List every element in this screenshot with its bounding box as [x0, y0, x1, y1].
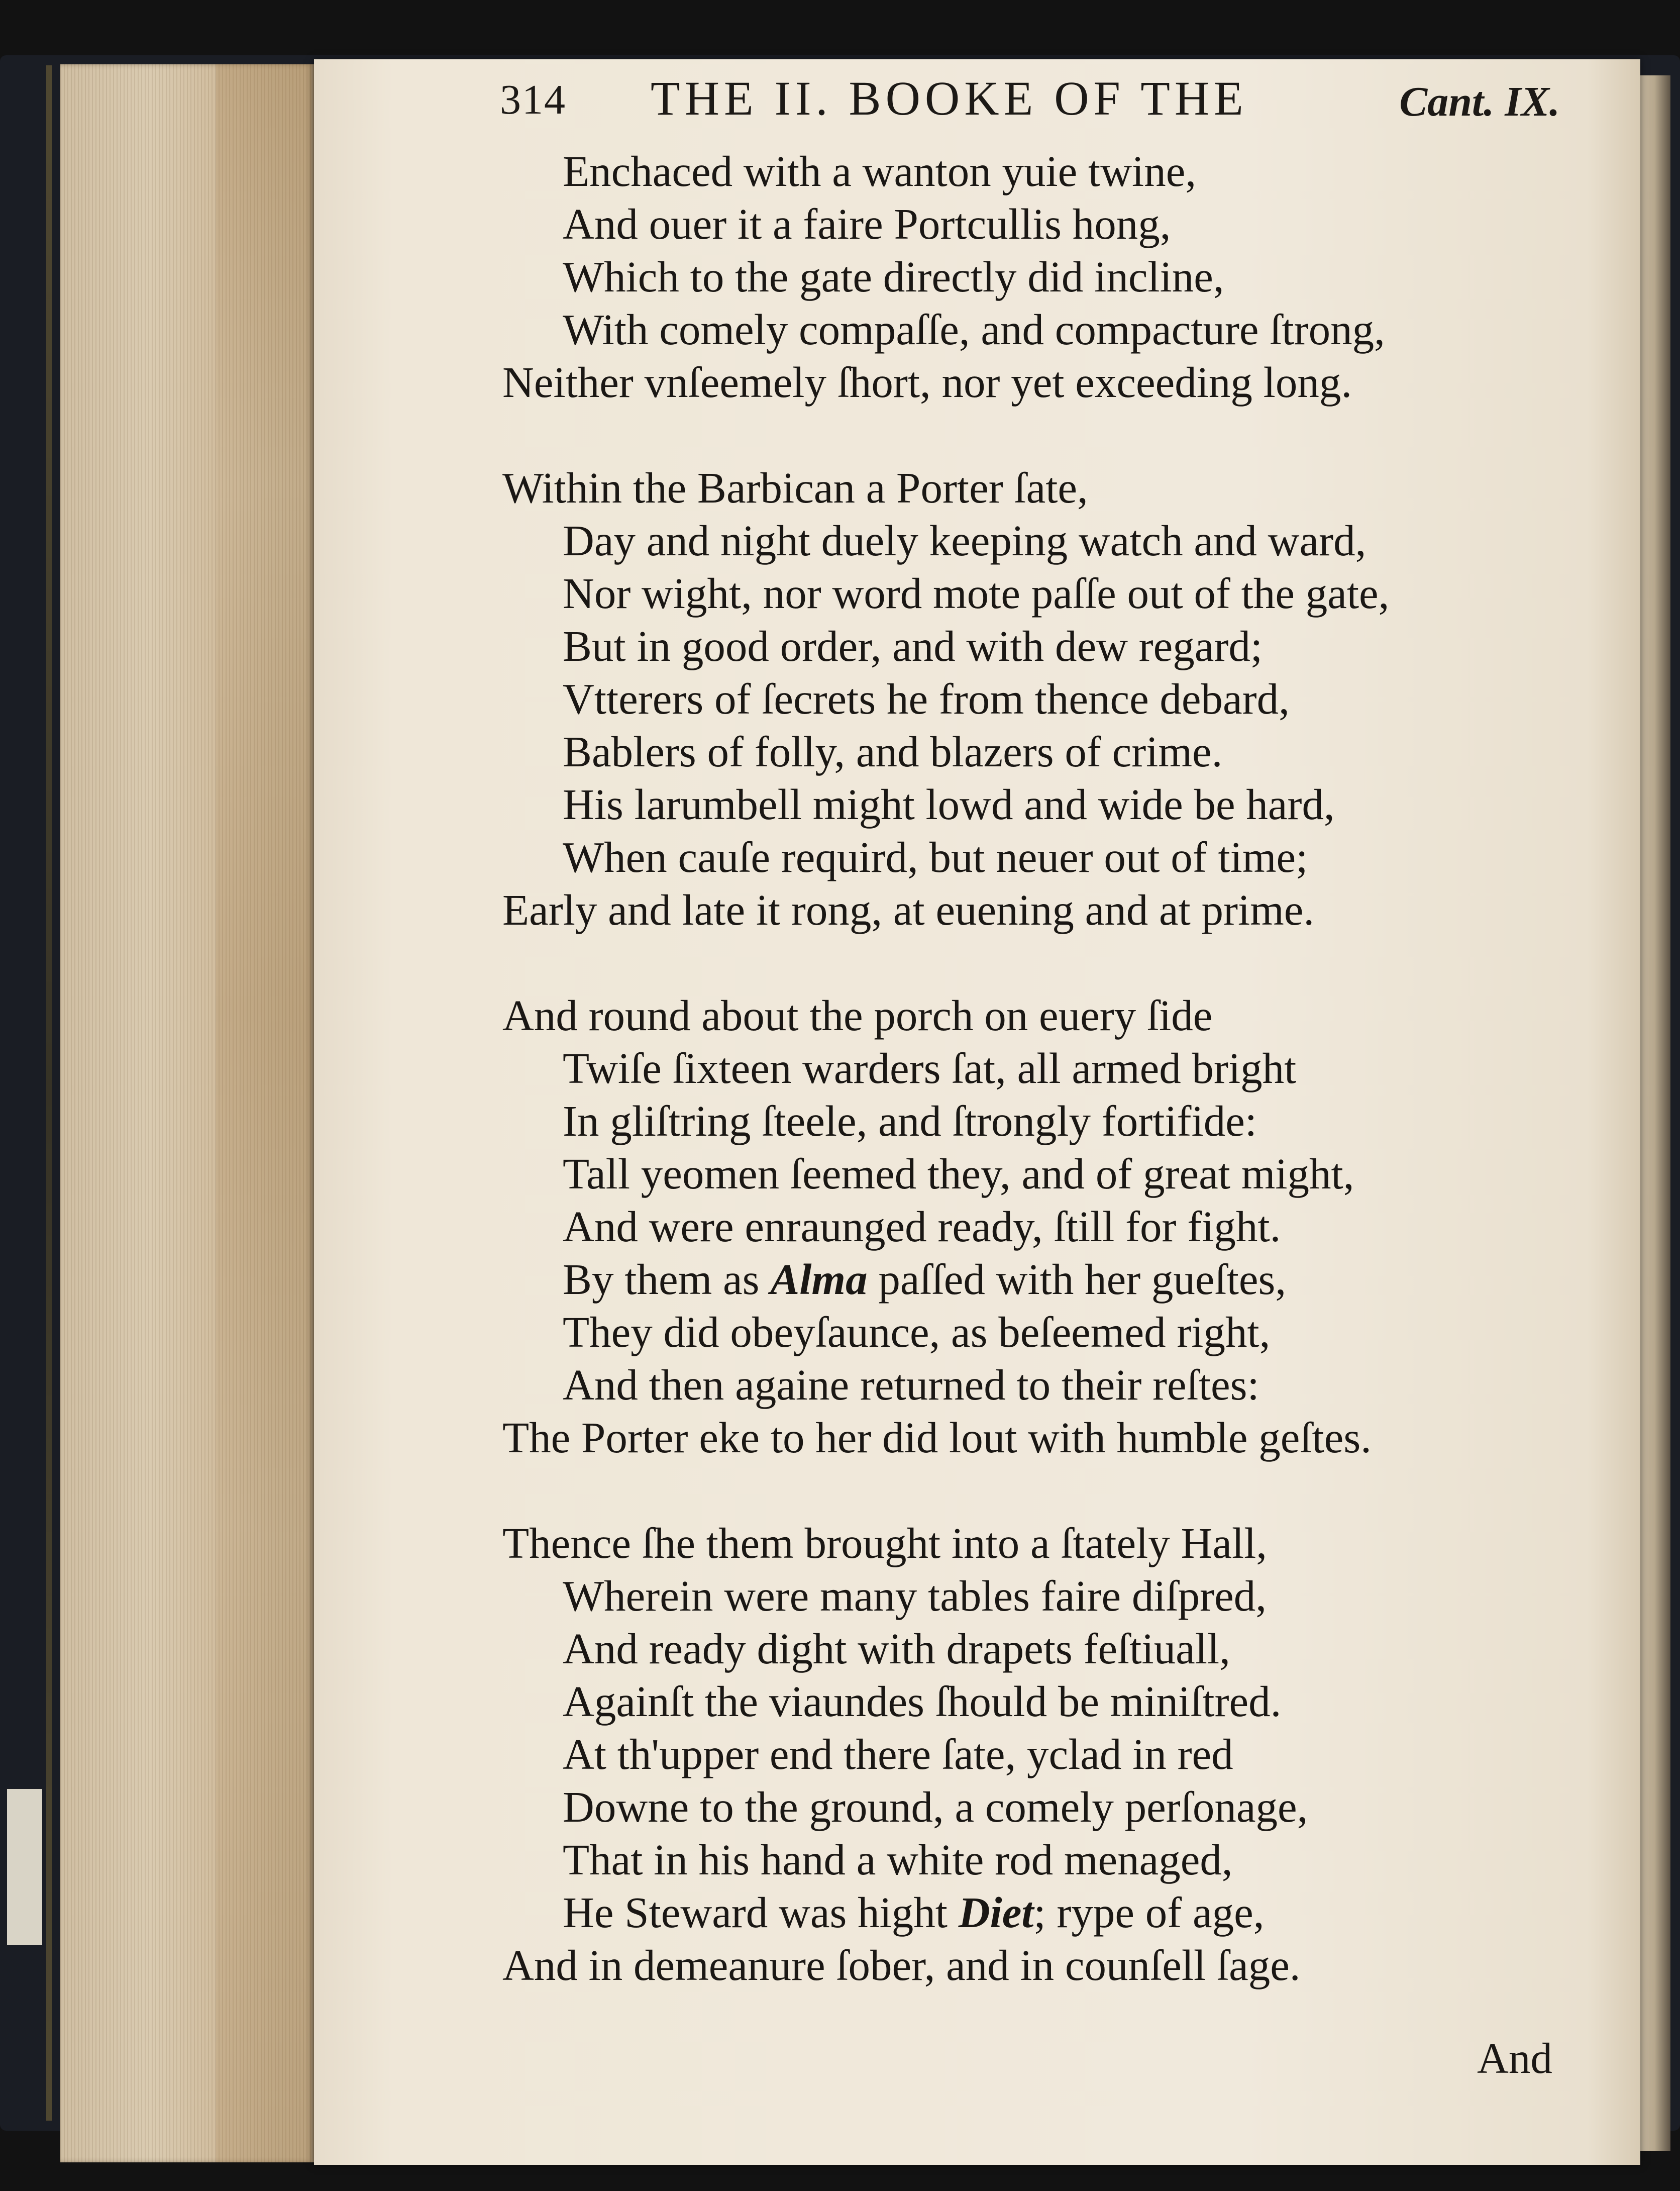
verse-line: The Porter eke to her did lout with humble geſtes.: [502, 1413, 1372, 1462]
verse-line-diet: [502, 1886, 1557, 1939]
stanza-2: [502, 461, 1557, 936]
verse-line: Againſt the viaundes ſhould be miniſtred.: [563, 1677, 1282, 1726]
stanza-3: [502, 989, 1557, 1464]
verse-line: And ready dight with drapets feſtiuall,: [563, 1624, 1230, 1673]
verse-line: And then againe returned to their reſtes:: [563, 1360, 1259, 1409]
character-name-alma: Alma: [770, 1255, 868, 1304]
poem-text: [502, 145, 1557, 1991]
verse-line-start: By them as: [563, 1255, 760, 1304]
verse-line: They did obeyſaunce, as beſeemed right,: [563, 1308, 1271, 1356]
stanza-4: [502, 1517, 1557, 1991]
verse-line: Downe to the ground, a comely perſonage,: [563, 1782, 1308, 1831]
verse-line-end: paſſed with her gueſtes,: [878, 1255, 1287, 1304]
verse-line: That in his hand a white rod menaged,: [563, 1835, 1233, 1884]
stanza-1: [502, 145, 1557, 409]
verse-line: Within the Barbican a Porter ſate,: [502, 463, 1088, 512]
verse-line: Bablers of folly, and blazers of crime.: [563, 727, 1223, 776]
verse-line: And were enraunged ready, ſtill for fight.: [563, 1202, 1281, 1251]
verse-line: In gliſtring ſteele, and ſtrongly fortifide:: [563, 1097, 1257, 1145]
verse-line: Tall yeomen ſeemed they, and of great might,: [563, 1149, 1354, 1198]
canto-mark: Cant. IX.: [1399, 78, 1560, 125]
verse-line: Which to the gate directly did incline,: [563, 252, 1224, 301]
page-number: 314: [500, 76, 566, 123]
verse-line: Twiſe ſixteen warders ſat, all armed bright: [563, 1044, 1297, 1092]
verse-line: But in good order, and with dew regard;: [563, 622, 1263, 670]
character-name-diet: Diet: [958, 1888, 1034, 1937]
verse-line: Neither vnſeemely ſhort, nor yet exceeding long.: [502, 358, 1352, 407]
verse-line: Enchaced with a wanton yuie twine,: [563, 147, 1197, 195]
verse-line: Early and late it rong, at euening and at prime.: [502, 885, 1315, 934]
verse-line: And ouer it a faire Portcullis hong,: [563, 200, 1171, 248]
running-title: THE II. BOOKE OF THE: [651, 71, 1248, 125]
verse-line: Nor wight, nor word mote paſſe out of the gate,: [563, 569, 1390, 618]
verse-line-start: He Steward was hight: [563, 1888, 948, 1937]
verse-line: At th'upper end there ſate, yclad in red: [563, 1730, 1233, 1778]
library-slip: [7, 1789, 42, 1945]
verse-line: Thence ſhe them brought into a ſtately Hall,: [502, 1519, 1268, 1567]
page-edges-stain: [216, 64, 311, 2162]
catchword: And: [1477, 2034, 1552, 2082]
verse-line: Wherein were many tables faire diſpred,: [563, 1571, 1267, 1620]
verse-line: His larumbell might lowd and wide be hard,: [563, 780, 1335, 829]
verse-line: When cauſe requird, but neuer out of time;: [563, 833, 1308, 881]
verse-line: Day and night duely keeping watch and ward,: [563, 516, 1367, 565]
verse-line: With comely compaſſe, and compacture ſtrong,: [563, 305, 1385, 354]
verse-line: And in demeanure ſober, and in counſell ſage.: [502, 1941, 1301, 1989]
verse-line: Vtterers of ſecrets he from thence debard,: [563, 674, 1290, 723]
verse-line-alma: [502, 1253, 1557, 1306]
cover-gilt-edge: [46, 65, 52, 2121]
running-head: [500, 70, 1570, 126]
verse-line-end: ; rype of age,: [1033, 1888, 1265, 1937]
verse-line: And round about the porch on euery ſide: [502, 991, 1213, 1040]
